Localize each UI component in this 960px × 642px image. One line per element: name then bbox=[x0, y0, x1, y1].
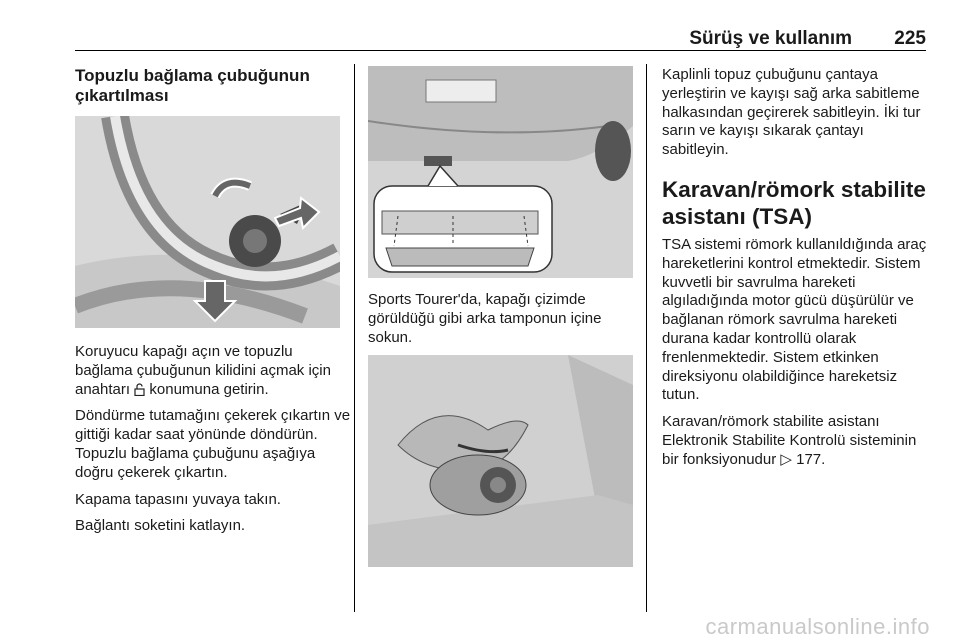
column-1-body bbox=[75, 343, 351, 544]
page-reference-link[interactable]: 177. bbox=[791, 450, 826, 468]
column-divider-1 bbox=[354, 64, 355, 612]
column-3 bbox=[662, 66, 932, 478]
column-1 bbox=[75, 66, 347, 106]
figure-towbar-release bbox=[75, 116, 340, 328]
header-section-title: Sürüş ve kullanım bbox=[689, 28, 852, 49]
section-heading-tsa bbox=[662, 176, 932, 230]
paragraph-tsa-esc-reference bbox=[662, 413, 932, 469]
towbar-bag-illustration bbox=[368, 355, 633, 567]
watermark: carmanualsonline.info bbox=[705, 614, 930, 639]
unlock-icon bbox=[134, 383, 145, 396]
tsa-heading-line-1: Karavan/römork stabilite bbox=[662, 176, 926, 202]
paragraph-open-cover bbox=[75, 343, 351, 399]
heading-line-1: Topuzlu bağlama çubuğunun bbox=[75, 66, 310, 85]
towbar-release-illustration bbox=[75, 116, 340, 328]
paragraph-open-cover-text-a: Koruyucu kapağı açın ve topuzlu bağlama çubuğunun kilidini açmak için anahtarı bbox=[75, 343, 331, 398]
figure-rear-bumper-cover bbox=[368, 66, 633, 278]
section-heading-towbar-removal bbox=[75, 66, 347, 106]
paragraph-open-cover-text-b: konumuna getirin. bbox=[145, 380, 269, 398]
page-number: 225 bbox=[894, 28, 926, 49]
column-divider-2 bbox=[646, 64, 647, 612]
paragraph-sports-tourer: Sports Tourer'da, kapağı çizimde görüldüğü gibi arka tamponun içine sokun. bbox=[368, 291, 602, 346]
heading-line-2: çıkartılması bbox=[75, 86, 169, 105]
header-divider bbox=[75, 50, 926, 51]
paragraph-tsa-description: TSA sistemi römork kullanıldığında araç hareketlerini kontrol etmektedir. Sistem kuvvetli bir savrulma hareketi algıladığında motor gücü düşürülür ve bağlanan römork savrulma hareketi durana kadar kontrollü olarak frenlenmektedir. Sistem etkinken direksiyonu olabildiğince hareketsiz tutun. bbox=[662, 235, 927, 404]
paragraph-bag-strap: Kaplinli topuz çubuğunu çantaya yerleştirin ve kayışı sağ arka sabitleme halkasından geçirerek sabitleyin. İki tur sarın ve kayışı sıkarak çantayı sabitleyin. bbox=[662, 66, 921, 159]
tsa-heading-line-2: asistanı (TSA) bbox=[662, 203, 813, 229]
page-reference-arrow-icon[interactable]: ▷ bbox=[780, 450, 792, 468]
column-2-caption bbox=[368, 291, 638, 355]
paragraph-rotate-handle: Döndürme tutamağını çekerek çıkartın ve gittiği kadar saat yönünde döndürün. Topuzlu bağlama çubuğunu aşağıya doğru çekerek çıkartın. bbox=[75, 407, 351, 481]
paragraph-fold-socket: Bağlantı soketini katlayın. bbox=[75, 517, 246, 535]
rear-bumper-illustration bbox=[368, 66, 633, 278]
figure-towbar-in-bag bbox=[368, 355, 633, 567]
tsa-esc-text: Karavan/römork stabilite asistanı Elektronik Stabilite Kontrolü sisteminin bir fonksiyonudur bbox=[662, 413, 917, 468]
paragraph-insert-plug: Kapama tapasını yuvaya takın. bbox=[75, 490, 281, 508]
